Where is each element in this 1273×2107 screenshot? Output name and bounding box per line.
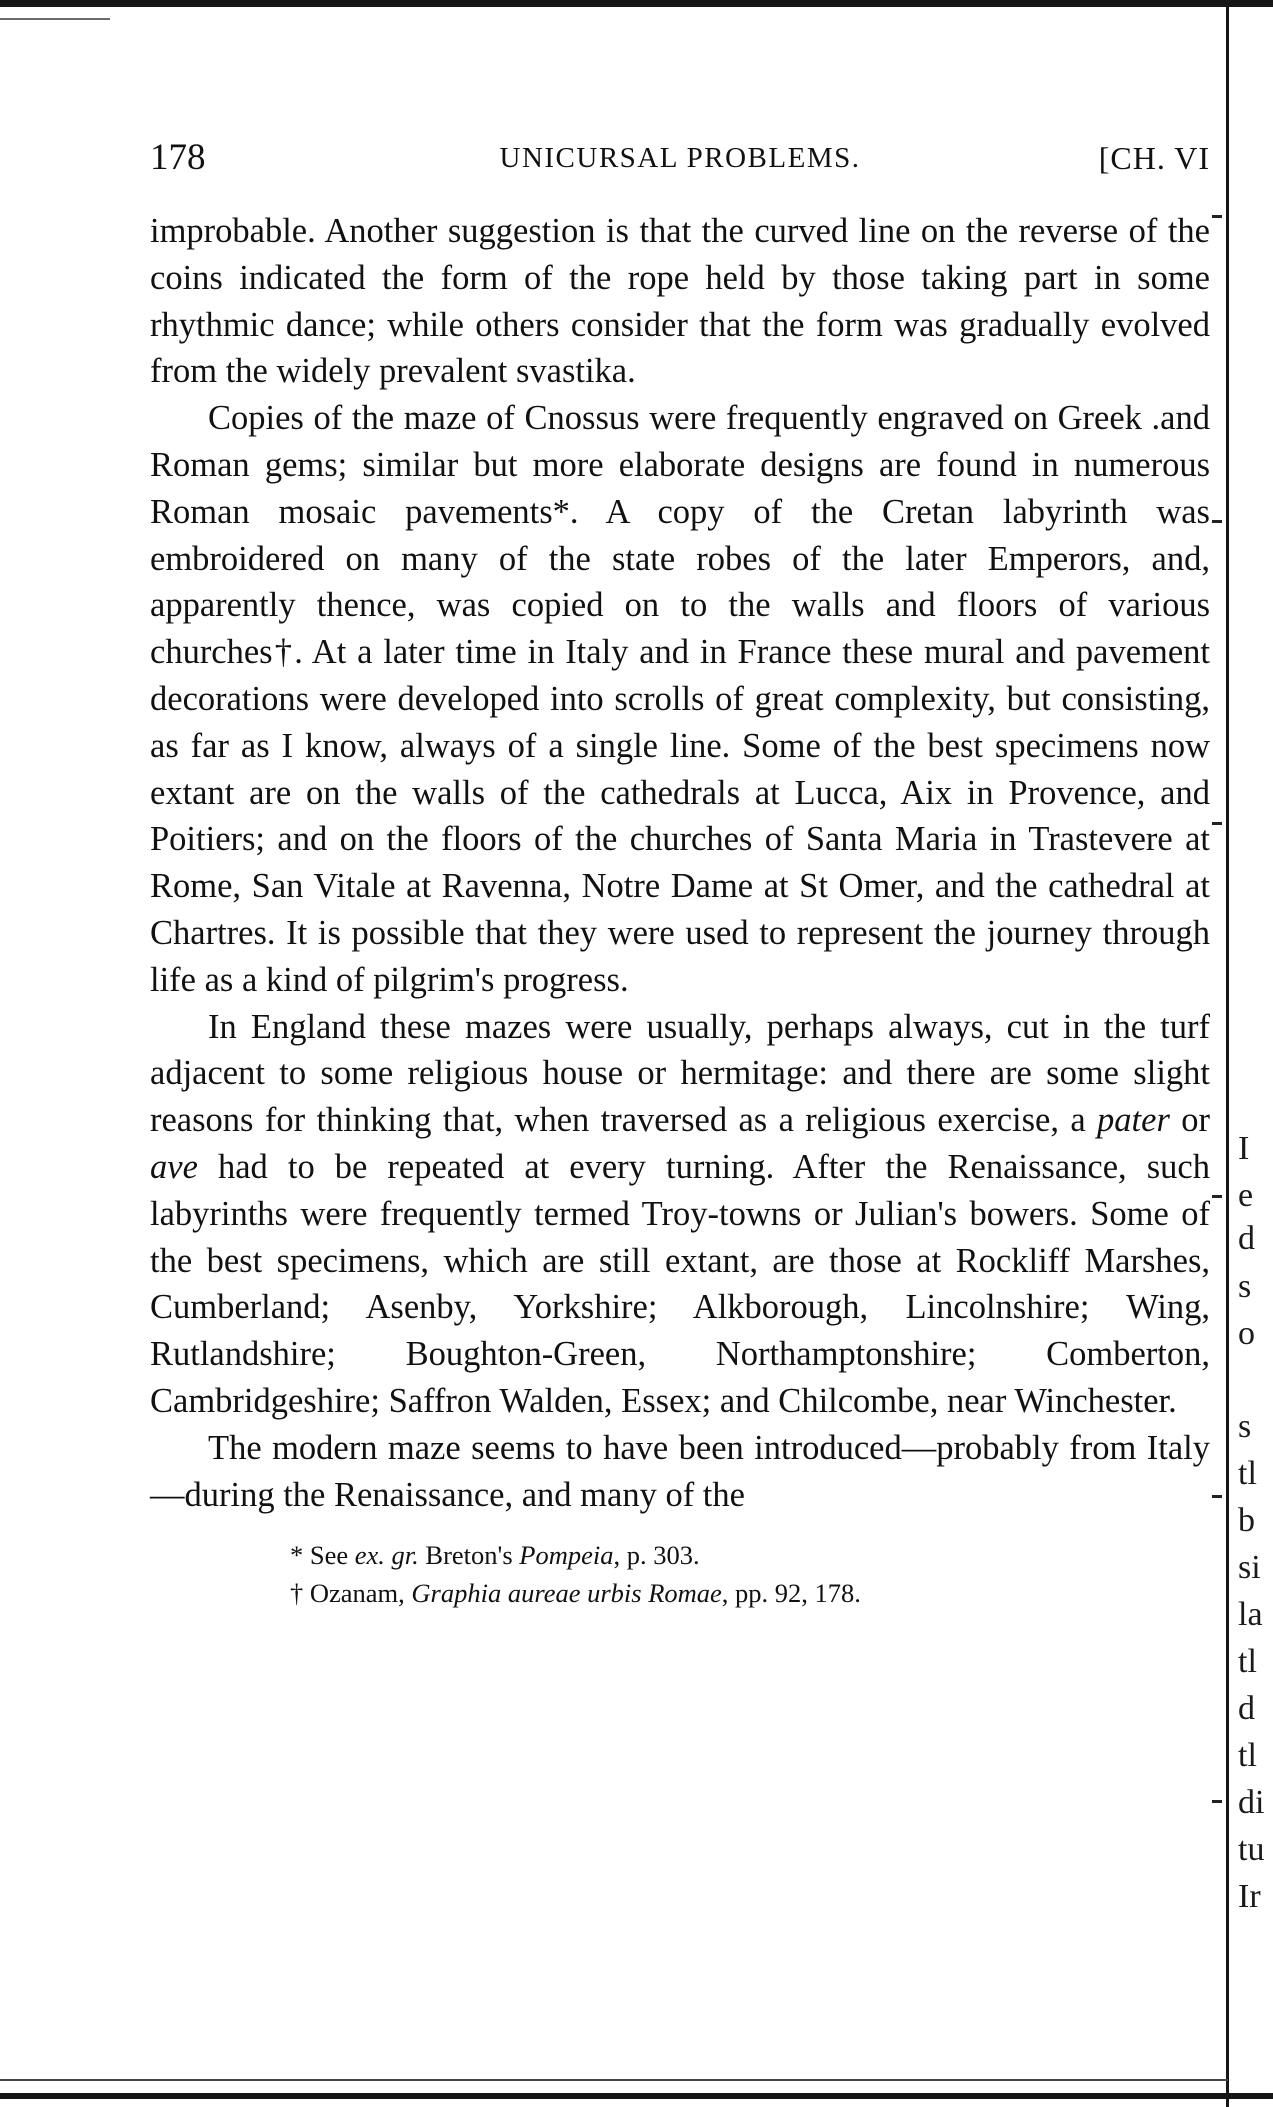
margin-tick (1212, 1195, 1222, 1198)
page-number: 178 (150, 137, 206, 178)
chapter-label: [CH. VI (1098, 140, 1210, 176)
margin-fragment: di (1238, 1784, 1265, 1821)
footnote-1-end: , p. 303. (613, 1540, 700, 1571)
margin-fragment: s (1238, 1408, 1252, 1445)
margin-tick (1212, 215, 1222, 218)
italic-pater: pater (1097, 1101, 1170, 1140)
facing-page-fragments (1238, 0, 1273, 2107)
footnote-1-italic-2: Pompeia (519, 1540, 614, 1571)
footnote-2-mark: † Ozanam, (290, 1578, 412, 1609)
margin-fragment: Ir (1238, 1878, 1261, 1915)
footnote-1-italic-1: ex. gr. (354, 1540, 419, 1571)
paragraph-3 (150, 1004, 1210, 1425)
margin-fragment: b (1238, 1502, 1255, 1539)
paragraph-1: improbable. Another suggestion is that the curved line on the reverse of the coins indicated the form of the rope held by those taking part in some rhythmic dance; while others consider that the form was gradually evolved from the widely prevalent svastika. (150, 212, 1210, 391)
margin-tick (1212, 520, 1222, 523)
paragraph-2: Copies of the maze of Cnossus were frequently engraved on Greek .and Roman gems; similar but more elaborate designs are found in numerous Roman mosaic pavements*. A copy of the Cretan labyrinth was embroidered on many of the state robes of the later Emperors, and, apparently thence, was copied on to the walls and floors of various churches†. At a later time in Italy and in France these mural and pavement decorations were developed into scrolls of great complexity, but consisting, as far as I know, always of a single line. Some of the best specimens now extant are on the walls of the cathedrals at Lucca, Aix in Provence, and Poitiers; and on the floors of the churches of Santa Maria in Trastevere at Rome, San Vitale at Ravenna, Notre Dame at St Omer, and the cathedral at Chartres. It is possible that they were used to represent the journey through life as a kind of pilgrim's progress. (150, 399, 1210, 999)
top-rule (0, 0, 1273, 7)
margin-tick (1212, 822, 1222, 825)
body-text (150, 208, 1210, 1518)
footnote-1 (150, 1536, 1210, 1574)
paragraph-3-part-1: In England these mazes were usually, perhaps always, cut in the turf adjacent to some religious house or hermitage: and there are some slight reasons for thinking that, when traversed as a religious exercise, a (150, 1007, 1210, 1140)
running-title: UNICURSAL PROBLEMS. (499, 142, 861, 174)
footnote-2-mid: , pp. 92, 178. (721, 1578, 861, 1609)
margin-fragment: tl (1238, 1643, 1257, 1680)
bottom-rule-thin (0, 2079, 1228, 2081)
margin-fragment: d (1238, 1690, 1255, 1727)
margin-fragment: d (1238, 1220, 1255, 1257)
footnote-1-mid: Breton's (418, 1540, 520, 1571)
margin-fragment: la (1238, 1596, 1263, 1633)
running-head (150, 128, 1210, 188)
page-gutter-line (1226, 0, 1229, 2107)
italic-ave: ave (150, 1147, 198, 1186)
paragraph-3-part-2: or (1169, 1101, 1210, 1140)
page-content (150, 128, 1210, 1612)
margin-fragment: tu (1238, 1831, 1265, 1868)
top-rule-thin (0, 18, 110, 20)
footnote-1-mark: * See (290, 1540, 355, 1571)
paragraph-3-part-3: had to be repeated at every turning. After the Renaissance, such labyrinths were frequently termed Troy-towns or Julian's bowers. Some of the best specimens, which are still extant, are those at Rockliff Marshes, Cumberland; Asenby, Yorkshire; Alkborough, Lincolnshire; Wing, Rutlandshire; Boughton-Green, Northamptonshire; Comberton, Cambridgeshire; Saffron Walden, Essex; and Chilcombe, near Winchester. (150, 1147, 1210, 1420)
margin-tick (1212, 1495, 1222, 1498)
footnotes (150, 1536, 1210, 1612)
margin-fragment: e (1238, 1177, 1254, 1214)
footnote-2-italic-1: Graphia aureae urbis Romae (411, 1578, 722, 1609)
margin-fragment: tl (1238, 1737, 1257, 1774)
margin-fragment: o (1238, 1315, 1255, 1352)
paragraph-4: The modern maze seems to have been introduced—probably from Italy—during the Renaissance, and many of the (150, 1428, 1210, 1514)
margin-fragment: s (1238, 1268, 1252, 1305)
bottom-rule (0, 2093, 1273, 2099)
margin-tick (1212, 1800, 1222, 1803)
margin-fragment: I (1238, 1130, 1250, 1167)
margin-fragment: tl (1238, 1455, 1257, 1492)
footnote-2 (150, 1574, 1210, 1612)
margin-fragment: si (1238, 1549, 1261, 1586)
